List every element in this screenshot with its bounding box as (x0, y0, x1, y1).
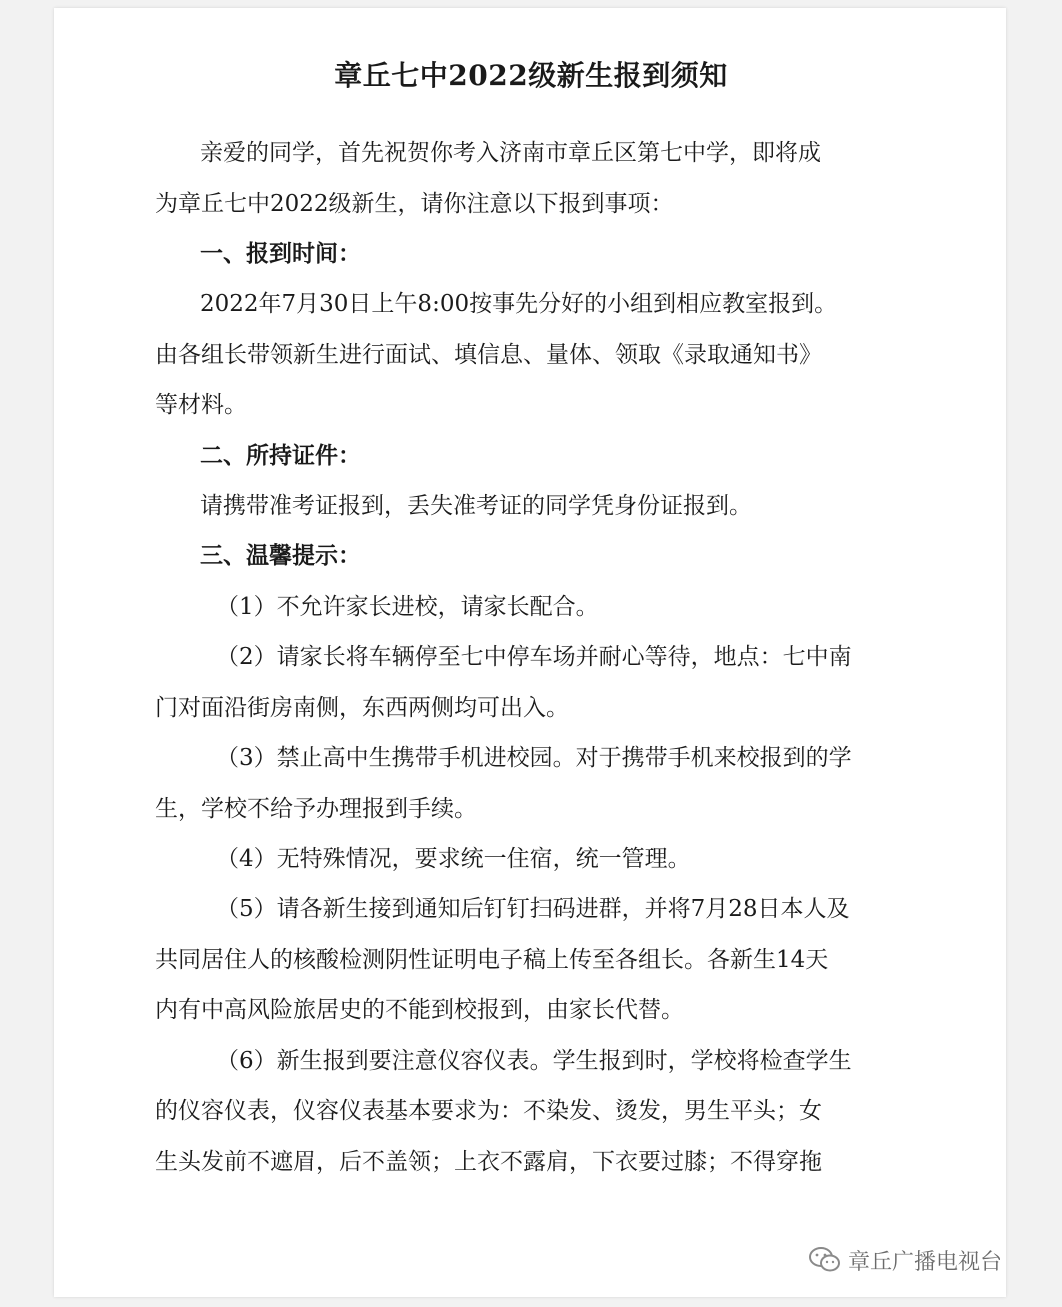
body-line: 由各组长带领新生进行面试、填信息、量体、领取《录取通知书》 (155, 342, 822, 368)
tip-item-2: （2）请家长将车辆停至七中停车场并耐心等待，地点：七中南 (216, 644, 852, 670)
section-heading-tips: 三、温馨提示： (200, 542, 361, 569)
tip-item-5: （5）请各新生接到通知后钉钉扫码进群，并将7月28日本人及 (216, 896, 850, 922)
tip-item-1: （1）不允许家长进校，请家长配合。 (216, 594, 599, 620)
tip-item-4: （4）无特殊情况，要求统一住宿，统一管理。 (216, 846, 691, 872)
tip-item-3-cont: 生，学校不给予办理报到手续。 (155, 796, 477, 822)
section-heading-documents: 二、所持证件： (200, 442, 361, 469)
body-line: 请携带准考证报到，丢失准考证的同学凭身份证报到。 (200, 493, 752, 519)
intro-line: 亲爱的同学，首先祝贺你考入济南市章丘区第七中学，即将成 (200, 140, 821, 166)
body-line: 2022年7月30日上午8:00按事先分好的小组到相应教室报到。 (200, 291, 838, 317)
tip-item-6: （6）新生报到要注意仪容仪表。学生报到时，学校将检查学生 (216, 1048, 852, 1074)
section-heading-time: 一、报到时间： (200, 240, 361, 267)
tip-item-5-cont: 共同居住人的核酸检测阴性证明电子稿上传至各组长。各新生14天 (155, 947, 829, 973)
tip-item-5-cont: 内有中高风险旅居史的不能到校报到，由家长代替。 (155, 997, 684, 1023)
tip-item-6-cont: 生头发前不遮眉，后不盖领；上衣不露肩，下衣要过膝；不得穿拖 (155, 1149, 822, 1175)
body-line: 等材料。 (155, 392, 247, 418)
tip-item-6-cont: 的仪容仪表，仪容仪表基本要求为：不染发、烫发，男生平头；女 (155, 1098, 822, 1124)
wechat-official-account-icon (808, 1246, 842, 1274)
watermark (808, 1242, 1002, 1278)
tip-item-2-cont: 门对面沿街房南侧，东西两侧均可出入。 (155, 695, 569, 721)
tip-item-3: （3）禁止高中生携带手机进校园。对于携带手机来校报到的学 (216, 745, 852, 771)
intro-line: 为章丘七中2022级新生，请你注意以下报到事项： (155, 191, 674, 217)
watermark-text: 章丘广播电视台 (848, 1249, 1003, 1275)
document-title: 章丘七中2022级新生报到须知 (334, 59, 728, 92)
